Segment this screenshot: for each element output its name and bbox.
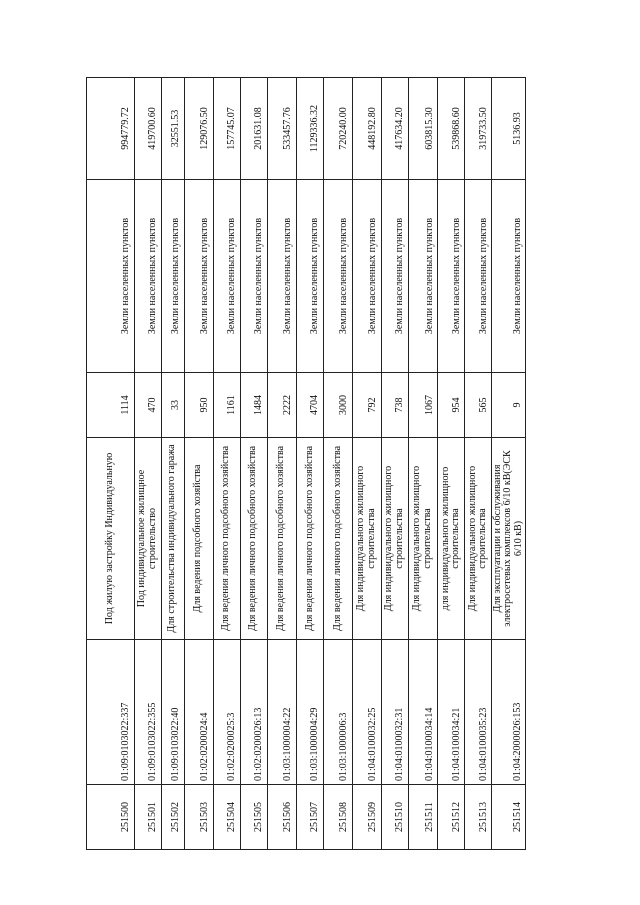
table-row <box>240 78 267 850</box>
parcel-number-cell: 251514 <box>492 785 526 850</box>
permitted-use-cell: Для ведения личного подсобного хозяйства <box>323 438 352 640</box>
permitted-use-cell: для индивидуального жилищного строительства <box>438 438 465 640</box>
cadastral-value-cell: 603815.30 <box>408 78 437 180</box>
table-row <box>408 78 437 850</box>
land-category-cell: Земли населенных пунктов <box>381 180 408 373</box>
permitted-use-cell: Для индивидуального жилищного строительства <box>465 438 492 640</box>
cadastral-number-cell: 01:02:0200026:13 <box>240 640 267 785</box>
parcel-number-cell: 251508 <box>323 785 352 850</box>
cadastral-number-cell: 01:03:1000006:3 <box>323 640 352 785</box>
land-category-cell: Земли населенных пунктов <box>87 180 135 373</box>
table-row <box>438 78 465 850</box>
area-cell: 738 <box>381 373 408 438</box>
permitted-use-cell: Для индивидуального жилищного строительства <box>408 438 437 640</box>
rotated-page-content <box>86 104 526 850</box>
table-row <box>323 78 352 850</box>
parcel-number-cell: 251509 <box>352 785 381 850</box>
permitted-use-cell: Для ведения личного подсобного хозяйства <box>213 438 240 640</box>
land-category-cell: Земли населенных пунктов <box>323 180 352 373</box>
table-row <box>161 78 184 850</box>
cadastral-number-cell: 01:03:1000004:22 <box>267 640 296 785</box>
permitted-use-cell: Для индивидуального жилищного строительства <box>352 438 381 640</box>
cadastral-value-cell: 533457.76 <box>267 78 296 180</box>
permitted-use-cell: Для индивидуального жилищного строительства <box>381 438 408 640</box>
permitted-use-cell: Для ведения личного подсобного хозяйства <box>240 438 267 640</box>
cadastral-number-cell: 01:04:0100035:23 <box>465 640 492 785</box>
parcel-number-cell: 251511 <box>408 785 437 850</box>
land-category-cell: Земли населенных пунктов <box>492 180 526 373</box>
area-cell: 792 <box>352 373 381 438</box>
land-category-cell: Земли населенных пунктов <box>161 180 184 373</box>
cadastral-value-cell: 448192.80 <box>352 78 381 180</box>
land-category-cell: Земли населенных пунктов <box>438 180 465 373</box>
cadastral-value-cell: 129076.50 <box>184 78 213 180</box>
table-row <box>465 78 492 850</box>
cadastral-number-cell: 01:04:0100034:21 <box>438 640 465 785</box>
area-cell: 565 <box>465 373 492 438</box>
land-category-cell: Земли населенных пунктов <box>465 180 492 373</box>
table-row <box>213 78 240 850</box>
cadastral-value-cell: 994779.72 <box>87 78 135 180</box>
cadastral-value-cell: 32551.53 <box>161 78 184 180</box>
area-cell: 1067 <box>408 373 437 438</box>
area-cell: 950 <box>184 373 213 438</box>
cadastral-value-cell: 419700.60 <box>134 78 161 180</box>
table-row <box>296 78 323 850</box>
area-cell: 3000 <box>323 373 352 438</box>
cadastral-number-cell: 01:04:0100034:14 <box>408 640 437 785</box>
area-cell: 33 <box>161 373 184 438</box>
parcel-number-cell: 251507 <box>296 785 323 850</box>
cadastral-number-cell: 01:02:0200024:4 <box>184 640 213 785</box>
permitted-use-cell: Для строительства индивидуального гаража <box>161 438 184 640</box>
table-body <box>87 78 526 850</box>
permitted-use-cell: Для ведения подсобного хозяйства <box>184 438 213 640</box>
area-cell: 470 <box>134 373 161 438</box>
area-cell: 1484 <box>240 373 267 438</box>
area-cell: 1161 <box>213 373 240 438</box>
permitted-use-cell: Для эксплуатации и обслуживания электросетевых комплексов 6/10 кВ(ЭСК 6/10 кВ) <box>492 438 526 640</box>
parcel-number-cell: 251512 <box>438 785 465 850</box>
cadastral-number-cell: 01:04:0100032:25 <box>352 640 381 785</box>
area-cell: 4704 <box>296 373 323 438</box>
permitted-use-cell: Под индивидуальное жилищное строительство <box>134 438 161 640</box>
parcel-number-cell: 251510 <box>381 785 408 850</box>
parcel-number-cell: 251502 <box>161 785 184 850</box>
table-row <box>87 78 135 850</box>
parcel-number-cell: 251503 <box>184 785 213 850</box>
cadastral-number-cell: 01:04:0100032:31 <box>381 640 408 785</box>
cadastral-value-cell: 157745.07 <box>213 78 240 180</box>
cadastral-number-cell: 01:02:0200025:3 <box>213 640 240 785</box>
cadastral-value-cell: 319733.50 <box>465 78 492 180</box>
parcel-number-cell: 251505 <box>240 785 267 850</box>
cadastral-value-cell: 539868.60 <box>438 78 465 180</box>
land-parcels-table <box>86 77 526 850</box>
permitted-use-cell: Для ведения личного подсобного хозяйства <box>296 438 323 640</box>
parcel-number-cell: 251506 <box>267 785 296 850</box>
table-row <box>134 78 161 850</box>
cadastral-number-cell: 01:04:2000026:153 <box>492 640 526 785</box>
land-category-cell: Земли населенных пунктов <box>296 180 323 373</box>
permitted-use-cell: Под жилую застройку Индивидуальную <box>87 438 135 640</box>
cadastral-number-cell: 01:09:0103022:355 <box>134 640 161 785</box>
parcel-number-cell: 251513 <box>465 785 492 850</box>
parcel-number-cell: 251500 <box>87 785 135 850</box>
parcel-number-cell: 251504 <box>213 785 240 850</box>
permitted-use-cell: Для ведения личного подсобного хозяйства <box>267 438 296 640</box>
table-row <box>352 78 381 850</box>
area-cell: 2222 <box>267 373 296 438</box>
cadastral-value-cell: 417634.20 <box>381 78 408 180</box>
land-category-cell: Земли населенных пунктов <box>408 180 437 373</box>
land-category-cell: Земли населенных пунктов <box>240 180 267 373</box>
table-row <box>381 78 408 850</box>
cadastral-value-cell: 5136.93 <box>492 78 526 180</box>
table-row <box>267 78 296 850</box>
table-row <box>492 78 526 850</box>
area-cell: 1114 <box>87 373 135 438</box>
cadastral-value-cell: 720240.00 <box>323 78 352 180</box>
cadastral-value-cell: 1129336.32 <box>296 78 323 180</box>
land-category-cell: Земли населенных пунктов <box>134 180 161 373</box>
cadastral-number-cell: 01:09:0103022:337 <box>87 640 135 785</box>
cadastral-value-cell: 201631.08 <box>240 78 267 180</box>
area-cell: 954 <box>438 373 465 438</box>
cadastral-number-cell: 01:03:1000004:29 <box>296 640 323 785</box>
table-row <box>184 78 213 850</box>
parcel-number-cell: 251501 <box>134 785 161 850</box>
land-category-cell: Земли населенных пунктов <box>352 180 381 373</box>
land-category-cell: Земли населенных пунктов <box>184 180 213 373</box>
cadastral-number-cell: 01:09:0103022:40 <box>161 640 184 785</box>
land-category-cell: Земли населенных пунктов <box>267 180 296 373</box>
area-cell: 9 <box>492 373 526 438</box>
land-category-cell: Земли населенных пунктов <box>213 180 240 373</box>
